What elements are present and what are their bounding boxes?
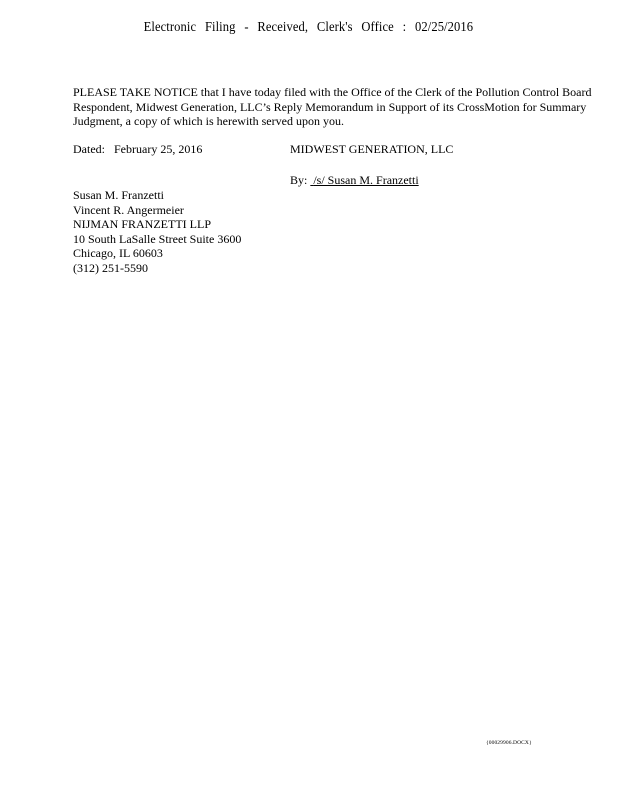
city-state-zip: Chicago, IL 60603 xyxy=(73,246,163,261)
document-id: {00029906.DOCX} xyxy=(486,740,532,746)
counsel-name-2: Vincent R. Angermeier xyxy=(73,202,184,217)
counsel-name-1: Susan M. Franzetti xyxy=(73,188,164,202)
street-address: 10 South LaSalle Street Suite 3600 xyxy=(73,231,242,246)
dated-line xyxy=(73,142,202,157)
counsel-address-block xyxy=(73,188,241,276)
party-name: MIDWEST GENERATION, LLC xyxy=(290,142,454,156)
notice-paragraph: PLEASE TAKE NOTICE that I have today filed with the Office of the Clerk of the Pollution Control Board Respondent, Midwest Generation, LLC’s Reply Memorandum in Support of its CrossMotion for Summary Judgment, a copy of which is herewith served upon you. xyxy=(73,85,592,128)
signature-line xyxy=(290,173,419,188)
dated-value: February 25, 2016 xyxy=(114,142,203,156)
dated-label: Dated: xyxy=(73,142,105,156)
filing-stamp: Electronic Filing - Received, Clerk's Office : 02/25/2016 xyxy=(143,19,474,34)
phone-number: (312) 251-5590 xyxy=(73,260,148,275)
by-label: By: xyxy=(290,173,308,187)
signature-value: /s/ Susan M. Franzetti xyxy=(313,173,419,187)
firm-name: NIJMAN FRANZETTI LLP xyxy=(73,217,211,232)
